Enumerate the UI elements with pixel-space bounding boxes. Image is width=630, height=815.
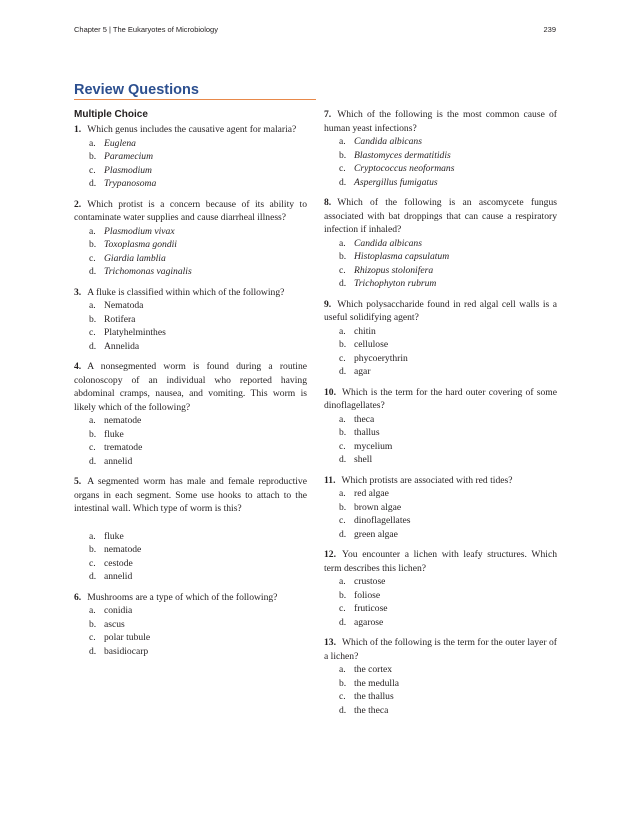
option-letter: d. — [339, 278, 347, 289]
question-5 — [74, 475, 307, 584]
option-text: foliose — [354, 589, 381, 601]
question-text — [324, 636, 557, 663]
option-text: Histoplasma capsulatum — [354, 251, 450, 262]
answer-option — [339, 162, 557, 176]
question-10 — [324, 386, 557, 467]
answer-option — [339, 352, 557, 366]
option-text: annelid — [104, 571, 133, 582]
option-letter: d. — [89, 340, 97, 352]
option-text: the medulla — [354, 677, 400, 689]
answer-option — [339, 514, 557, 528]
option-text: the theca — [354, 704, 389, 716]
answer-option — [339, 135, 557, 149]
option-letter: d. — [339, 366, 347, 377]
option-text: thallus — [354, 427, 380, 438]
page-number: 239 — [543, 25, 556, 34]
option-text: chitin — [354, 325, 376, 337]
option-letter: b. — [339, 251, 347, 262]
answer-options — [74, 225, 307, 279]
answer-option — [89, 150, 307, 164]
option-text: trematode — [104, 442, 143, 453]
option-letter: a. — [89, 300, 96, 311]
answer-option — [89, 340, 307, 354]
answer-options — [324, 575, 557, 629]
answer-option — [89, 177, 307, 191]
option-text: theca — [354, 413, 375, 425]
question-prompt: Mushrooms are a type of which of the following? — [87, 591, 278, 603]
option-letter: c. — [89, 164, 96, 176]
option-text: cellulose — [354, 339, 389, 350]
answer-option — [339, 528, 557, 542]
question-3 — [74, 286, 307, 354]
option-letter: b. — [339, 501, 347, 513]
chapter-title: Chapter 5 | The Eukaryotes of Microbiology — [74, 25, 218, 34]
question-prompt: Which of the following is an ascomycete fungus associated with bat droppings that can cause a respiratory infection if inhaled? — [324, 197, 557, 235]
question-number: 5. — [74, 476, 82, 487]
answer-option — [339, 616, 557, 630]
option-text: Plasmodium vivax — [104, 225, 175, 237]
option-text: fluke — [104, 530, 124, 542]
subheading: Multiple Choice — [74, 109, 148, 120]
question-text — [74, 591, 307, 605]
option-text: Paramecium — [104, 151, 154, 162]
question-text — [324, 298, 557, 325]
question-number: 12. — [324, 549, 336, 560]
option-letter: a. — [339, 237, 346, 249]
option-letter: b. — [89, 544, 97, 555]
answer-option — [339, 426, 557, 440]
question-7 — [324, 108, 557, 189]
option-text: Trypanosoma — [104, 178, 157, 189]
answer-option — [89, 455, 307, 469]
option-text: fruticose — [354, 603, 388, 614]
option-text: ascus — [104, 618, 125, 630]
option-letter: c. — [339, 440, 346, 452]
option-text: cestode — [104, 557, 133, 569]
answer-option — [89, 265, 307, 279]
option-text: nematode — [104, 544, 142, 555]
page-header — [74, 25, 556, 39]
answer-option — [89, 225, 307, 239]
question-4 — [74, 360, 307, 468]
option-text: brown algae — [354, 501, 402, 513]
answer-option — [339, 677, 557, 691]
answer-option — [89, 326, 307, 340]
answer-option — [339, 453, 557, 467]
option-letter: c. — [339, 163, 346, 174]
option-letter: c. — [339, 515, 346, 526]
option-text: Trichomonas vaginalis — [104, 266, 192, 277]
option-letter: d. — [339, 176, 347, 188]
option-letter: a. — [339, 488, 346, 499]
question-prompt: You encounter a lichen with leafy structures. Which term describes this lichen? — [324, 549, 557, 574]
answer-option — [89, 543, 307, 557]
question-prompt: A segmented worm has male and female reproductive organs in each segment. Some use hooks to attach to the intestinal wall. Which type of worm is this? — [74, 476, 307, 514]
option-text: Candida albicans — [354, 237, 422, 249]
question-9 — [324, 298, 557, 379]
answer-option — [339, 690, 557, 704]
option-text: the cortex — [354, 664, 393, 675]
option-letter: a. — [89, 137, 96, 149]
answer-option — [339, 325, 557, 339]
answer-option — [89, 570, 307, 584]
option-letter: b. — [89, 239, 97, 250]
option-letter: b. — [339, 427, 347, 438]
question-text — [74, 198, 307, 225]
answer-option — [89, 428, 307, 442]
option-letter: c. — [89, 557, 96, 569]
option-letter: a. — [339, 325, 346, 337]
answer-options — [74, 299, 307, 353]
option-letter: b. — [89, 428, 97, 440]
option-text: Toxoplasma gondii — [104, 239, 177, 250]
answer-option — [339, 501, 557, 515]
option-text: dinoflagellates — [354, 515, 411, 526]
answer-option — [339, 237, 557, 251]
option-letter: d. — [339, 528, 347, 540]
option-text: Plasmodium — [104, 164, 152, 176]
option-letter: b. — [339, 339, 347, 350]
option-text: Candida albicans — [354, 136, 422, 147]
option-letter: a. — [89, 225, 96, 237]
answer-options — [324, 487, 557, 541]
answer-option — [89, 530, 307, 544]
answer-option — [89, 604, 307, 618]
answer-option — [339, 413, 557, 427]
answer-option — [89, 414, 307, 428]
option-text: fluke — [104, 428, 124, 440]
option-text: Rotifera — [104, 313, 136, 325]
question-13 — [324, 636, 557, 717]
option-text: shell — [354, 454, 373, 465]
right-column — [324, 108, 557, 724]
answer-option — [339, 440, 557, 454]
option-letter: b. — [339, 589, 347, 601]
question-number: 11. — [324, 474, 336, 486]
question-2 — [74, 198, 307, 279]
option-letter: a. — [89, 530, 96, 542]
answer-option — [89, 252, 307, 266]
answer-option — [339, 264, 557, 278]
question-number: 4. — [74, 361, 82, 372]
option-text: Cryptococcus neoformans — [354, 163, 455, 174]
section-title: Review Questions — [74, 82, 316, 100]
option-letter: a. — [339, 413, 346, 425]
answer-option — [339, 250, 557, 264]
question-text — [324, 548, 557, 575]
answer-option — [339, 704, 557, 718]
question-text — [74, 475, 307, 516]
option-letter: a. — [339, 576, 346, 587]
option-letter: c. — [339, 691, 346, 702]
answer-options — [324, 237, 557, 291]
option-text: basidiocarp — [104, 645, 149, 657]
left-column — [74, 108, 307, 665]
option-text: agar — [354, 366, 371, 377]
option-letter: b. — [339, 677, 347, 689]
option-text: crustose — [354, 576, 386, 587]
option-text: Platyhelminthes — [104, 327, 166, 338]
option-text: Rhizopus stolonifera — [354, 264, 434, 276]
option-text: Giardia lamblia — [104, 252, 166, 264]
question-number: 6. — [74, 591, 82, 603]
option-text: annelid — [104, 455, 133, 467]
answer-option — [339, 487, 557, 501]
option-letter: b. — [89, 313, 97, 325]
question-number: 10. — [324, 386, 336, 398]
option-letter: a. — [89, 415, 96, 426]
answer-option — [339, 277, 557, 291]
answer-option — [89, 137, 307, 151]
question-prompt: Which is the term for the hard outer covering of some dinoflagellates? — [324, 386, 557, 411]
answer-option — [89, 164, 307, 178]
answer-option — [89, 313, 307, 327]
option-text: mycelium — [354, 440, 393, 452]
question-number: 9. — [324, 298, 332, 310]
option-letter: c. — [339, 352, 346, 364]
option-letter: d. — [89, 645, 97, 657]
option-letter: c. — [339, 264, 346, 276]
answer-option — [89, 645, 307, 659]
answer-options — [324, 663, 557, 717]
question-text — [324, 196, 557, 237]
question-12 — [324, 548, 557, 629]
answer-option — [339, 365, 557, 379]
question-number: 8. — [324, 197, 332, 208]
answer-option — [339, 149, 557, 163]
question-prompt: Which polysaccharide found in red algal cell walls is a useful solidifying agent? — [324, 298, 557, 323]
option-letter: d. — [339, 616, 347, 628]
question-number: 1. — [74, 124, 82, 135]
option-text: red algae — [354, 488, 389, 499]
question-text — [324, 474, 557, 488]
option-letter: c. — [89, 252, 96, 264]
option-letter: d. — [89, 266, 97, 277]
answer-option — [339, 338, 557, 352]
option-letter: a. — [89, 605, 96, 616]
answer-option — [89, 631, 307, 645]
option-letter: c. — [89, 327, 96, 338]
option-letter: a. — [339, 136, 346, 147]
option-letter: c. — [89, 442, 96, 453]
question-prompt: Which protist is a concern because of its ability to contaminate water supplies and cause diarrheal illness? — [74, 198, 307, 223]
question-text — [74, 123, 307, 137]
question-prompt: Which of the following is the term for the outer layer of a lichen? — [324, 637, 557, 662]
answer-option — [89, 299, 307, 313]
question-8 — [324, 196, 557, 291]
option-text: Blastomyces dermatitidis — [354, 149, 451, 161]
answer-option — [339, 589, 557, 603]
answer-options — [74, 530, 307, 584]
question-number: 13. — [324, 637, 336, 648]
option-letter: d. — [89, 178, 97, 189]
question-prompt: Which protists are associated with red tides? — [341, 474, 513, 486]
option-text: polar tubule — [104, 632, 151, 643]
option-text: Annelida — [104, 340, 140, 352]
question-prompt: A nonsegmented worm is found during a routine colonoscopy of an individual who reported having abdominal cramps, nausea, and vomiting. This worm is likely which of the following? — [74, 361, 307, 413]
question-text — [74, 286, 307, 300]
answer-options — [74, 604, 307, 658]
question-prompt: A fluke is classified within which of the following? — [87, 286, 285, 298]
option-text: conidia — [104, 605, 133, 616]
question-number: 3. — [74, 286, 82, 298]
option-letter: d. — [89, 455, 97, 467]
option-text: Trichophyton rubrum — [354, 278, 437, 289]
option-letter: d. — [89, 571, 97, 582]
option-letter: c. — [89, 632, 96, 643]
question-number: 2. — [74, 198, 82, 210]
option-text: Aspergillus fumigatus — [354, 176, 438, 188]
option-text: the thallus — [354, 691, 394, 702]
option-letter: d. — [339, 454, 347, 465]
answer-option — [89, 238, 307, 252]
option-text: nematode — [104, 415, 142, 426]
option-letter: c. — [339, 603, 346, 614]
answer-option — [89, 618, 307, 632]
question-11 — [324, 474, 557, 542]
option-letter: d. — [339, 704, 347, 716]
question-prompt: Which of the following is the most common cause of human yeast infections? — [324, 109, 557, 134]
answer-option — [89, 441, 307, 455]
question-prompt: Which genus includes the causative agent for malaria? — [87, 124, 297, 135]
answer-options — [74, 414, 307, 468]
question-6 — [74, 591, 307, 659]
answer-option — [339, 663, 557, 677]
question-text — [74, 360, 307, 414]
answer-option — [89, 557, 307, 571]
answer-option — [339, 176, 557, 190]
option-text: green algae — [354, 528, 398, 540]
answer-option — [339, 602, 557, 616]
option-letter: b. — [89, 151, 97, 162]
option-letter: b. — [89, 618, 97, 630]
question-1 — [74, 123, 307, 191]
option-letter: a. — [339, 664, 346, 675]
question-text — [324, 108, 557, 135]
option-text: Nematoda — [104, 300, 144, 311]
question-text — [324, 386, 557, 413]
option-text: agarose — [354, 616, 384, 628]
answer-options — [324, 135, 557, 189]
answer-options — [324, 413, 557, 467]
option-text: Euglena — [104, 137, 136, 149]
answer-option — [339, 575, 557, 589]
question-number: 7. — [324, 109, 332, 120]
answer-options — [324, 325, 557, 379]
option-letter: b. — [339, 149, 347, 161]
answer-options — [74, 137, 307, 191]
option-text: phycoerythrin — [354, 352, 408, 364]
